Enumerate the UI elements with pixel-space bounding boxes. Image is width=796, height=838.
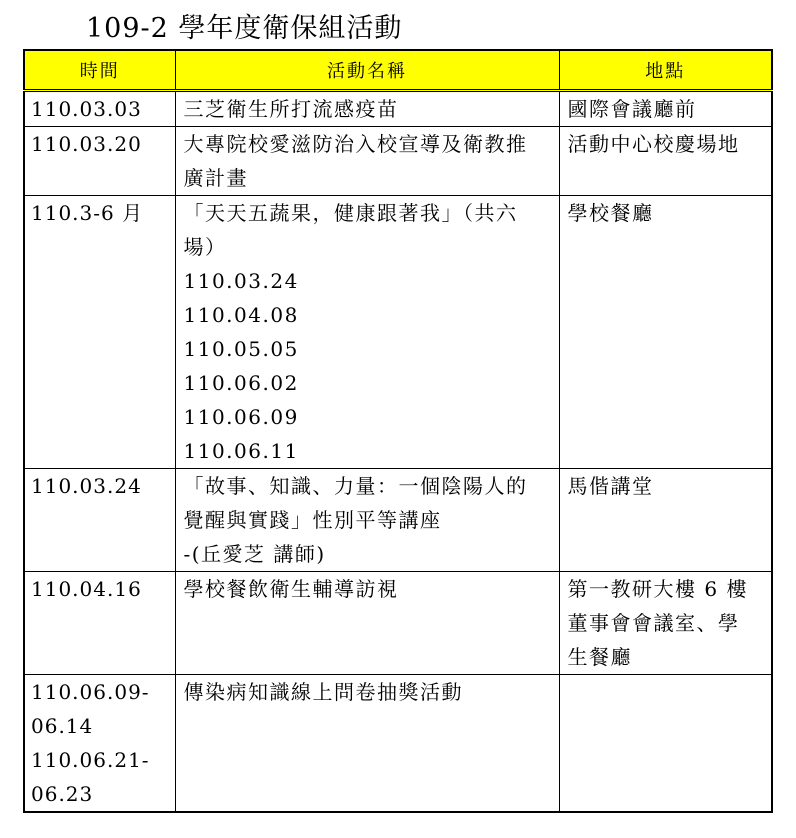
- cell-text-line: 110.05.05: [183, 337, 299, 361]
- cell-text-line: 06.14: [31, 714, 94, 738]
- table-row: [24, 469, 772, 572]
- activity-schedule-table: [23, 49, 773, 813]
- cell-text-line: 學校餐廳: [567, 201, 654, 225]
- table-row: [24, 196, 772, 469]
- location-cell: [559, 675, 772, 813]
- cell-text-line: 廣計畫: [183, 166, 248, 190]
- cell-text-line: 110.03.20: [31, 132, 142, 156]
- cell-text-line: 場）: [183, 235, 227, 259]
- table-header-row: [24, 50, 772, 91]
- cell-text-line: 傳染病知識線上問卷抽獎活動: [183, 680, 463, 704]
- cell-text-line: 馬偕講堂: [567, 474, 654, 498]
- table-row: [24, 572, 772, 675]
- cell-text-line: 學校餐飲衛生輔導訪視: [183, 577, 399, 601]
- date-cell: [24, 675, 175, 813]
- cell-text-line: 「天天五蔬果，健康跟著我」（共六: [183, 201, 518, 225]
- cell-text-line: 「故事、知識、力量：一個陰陽人的: [183, 474, 528, 498]
- activity-cell: [175, 572, 559, 675]
- cell-text-line: 110.06.09: [183, 405, 299, 429]
- page-title: 109-2 學年度衛保組活動: [86, 13, 403, 44]
- cell-text-line: 覺醒與實踐」性別平等講座: [183, 508, 442, 532]
- cell-text-line: 06.23: [31, 782, 94, 806]
- cell-text-line: 大專院校愛滋防治入校宣導及衛教推: [183, 132, 528, 156]
- cell-text-line: 三芝衛生所打流感疫苗: [183, 97, 399, 121]
- cell-text-line: 110.03.03: [31, 97, 142, 121]
- cell-text-line: 110.3-6 月: [31, 201, 144, 225]
- cell-text-line: 110.06.21-: [31, 748, 150, 772]
- date-cell: [24, 572, 175, 675]
- activity-cell: [175, 127, 559, 196]
- table-body: [24, 91, 772, 813]
- cell-text-line: 110.04.08: [183, 303, 299, 327]
- cell-text-line: 國際會議廳前: [567, 97, 697, 121]
- activity-cell: [175, 469, 559, 572]
- table-row: [24, 91, 772, 127]
- date-cell: [24, 91, 175, 127]
- activity-cell: [175, 675, 559, 813]
- cell-text-line: 110.06.09-: [31, 680, 150, 704]
- location-cell: [559, 91, 772, 127]
- cell-text-line: 110.06.02: [183, 371, 299, 395]
- cell-text-line: 第一教研大樓 6 樓: [567, 577, 748, 601]
- header-activity-name: 活動名稱: [175, 50, 559, 91]
- date-cell: [24, 127, 175, 196]
- cell-text-line: 110.03.24: [183, 269, 299, 293]
- cell-text-line: 董事會會議室、學: [567, 611, 740, 635]
- table-row: [24, 675, 772, 813]
- cell-text-line: -(丘愛芝 講師): [183, 542, 326, 566]
- date-cell: [24, 196, 175, 469]
- cell-text-line: 110.06.11: [183, 439, 299, 463]
- location-cell: [559, 572, 772, 675]
- header-location: 地點: [559, 50, 772, 91]
- activity-cell: [175, 196, 559, 469]
- cell-text-line: 110.04.16: [31, 577, 142, 601]
- header-time: 時間: [24, 50, 175, 91]
- location-cell: [559, 469, 772, 572]
- date-cell: [24, 469, 175, 572]
- table-row: [24, 127, 772, 196]
- cell-text-line: 110.03.24: [31, 474, 142, 498]
- activity-cell: [175, 91, 559, 127]
- location-cell: [559, 196, 772, 469]
- cell-text-line: 活動中心校慶場地: [567, 132, 740, 156]
- location-cell: [559, 127, 772, 196]
- cell-text-line: 生餐廳: [567, 645, 632, 669]
